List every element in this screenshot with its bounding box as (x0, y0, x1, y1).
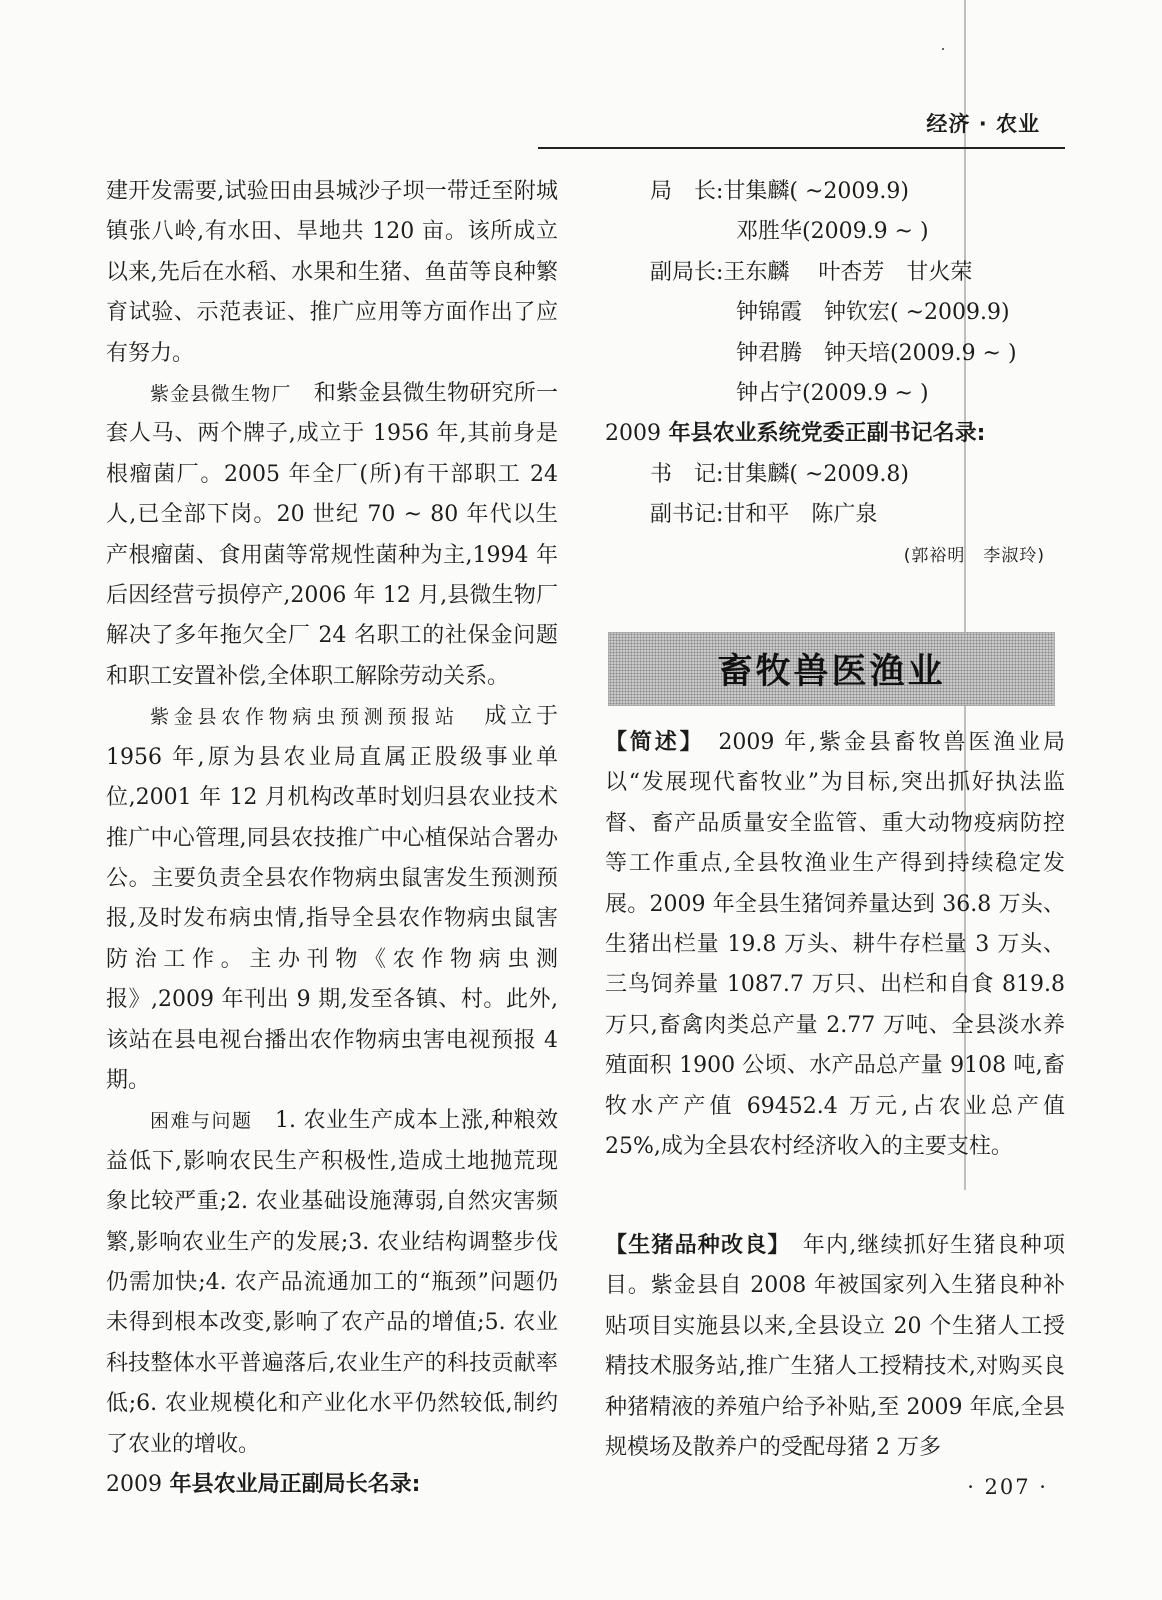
entry-body: 成立于 1956 年,原为县农业局直属正股级事业单位,2001 年 12 月机构改革时划归县农业技术推广中心管理,同县农技推广中心植保站合署办公。主要负责全县农作物病虫鼠害发生预测预报,及时发布病虫情,指导全县农作物病虫鼠害防治工作。主办刊物《农作物病虫测报》,2009 年刊出 9 期,发至各镇、村。此外,该站在县电视台播出农作物病虫害电视预报 4 期。 (106, 704, 558, 1093)
entry-lead: 紫金县农作物病虫预测预报站 (150, 706, 459, 729)
entry-tag: 【简述】 (605, 730, 694, 755)
roster-line: 邓胜华(2009.9 ~ ) (736, 219, 929, 245)
roster-line: 钟君腾 钟天培(2009.9 ~ ) (736, 340, 1017, 366)
entry-lead: 紫金县微生物厂 (150, 383, 292, 406)
entry-body: 年内,继续抓好生猪良种项目。紫金县自 2008 年被国家列入生猪良种补贴项目实施县以来,全县设立 20 个生猪人工授精技术服务站,推广生猪人工授精技术,对购买良种猪精液的养殖户给予补贴,至 2009 年底,全县规模场及散养户的受配母猪 2 万多 (605, 1233, 1065, 1461)
section-heading-banner (608, 632, 1055, 706)
paragraph-continued: 建开发需要,试验田由县城沙子坝一带迁至附城镇张八岭,有水田、旱地共 120 亩。该所成立以来,先后在水稻、水果和生猪、鱼苗等良种繁育试验、示范表证、推广应用等方面作出了应有努力。 (106, 179, 558, 366)
entry-body: 和紫金县微生物研究所一套人马、两个牌子,成立于 1956 年,其前身是根瘤菌厂。2005 年全厂(所)有干部职工 24 人,已全部下岗。20 世纪 70 ~ 80 年代以生产根瘤菌、食用菌等常规性菌种为主,1994 年后因经营亏损停产,2006 年 12 月,县微生物厂解决了多年拖欠全厂 24 名职工的社保金问题和职工安置补偿,全体职工解除劳动关系。 (106, 381, 558, 689)
entry-body: 1. 农业生产成本上涨,种粮效益低下,影响农民生产积极性,造成土地抛荒现象比较严重;2. 农业基础设施薄弱,自然灾害频繁,影响农业生产的发展;3. 农业结构调整步伐仍需加快;4. 农产品流通加工的“瓶颈”问题仍未得到根本改变,影响了农产品的增值;5. 农业科技整体水平普遍落后,农业生产的科技贡献率低;6. 农业规模化和产业化水平仍然较低,制约了农业的增收。 (106, 1108, 558, 1457)
roster-line: 书 记:甘集麟( ~2009.8) (650, 461, 909, 487)
paragraph-problems (106, 1101, 558, 1465)
paragraph-microbe-factory (106, 374, 558, 697)
header-rule (538, 147, 1065, 149)
entry-lead: 困难与问题 (150, 1110, 253, 1133)
entry-body: 2009 年,紫金县畜牧兽医渔业局以“发展现代畜牧业”为目标,突出抓好执法监督、畜产品质量安全监管、重大动物疫病防控等工作重点,全县牧渔业生产得到持续稳定发展。2009 年全县生猪饲养量达到 36.8 万头、生猪出栏量 19.8 万头、耕牛存栏量 3 万头、三鸟饲养量 1087.7 万只、出栏和自食 819.8 万只,畜禽肉类总产量 2.77 万吨、全县淡水养殖面积 1900 公顷、水产品总产量 9108 吨,畜牧水产产值 69452.4 万元,占农业总产值 25%,成为全县农村经济收入的主要支柱。 (605, 730, 1065, 1160)
roster-line: 副局长:王东麟 叶杏芳 甘火荣 (650, 259, 973, 285)
section-heading: 畜牧兽医渔业 (717, 652, 946, 692)
pig-breeding-paragraph (605, 1226, 1065, 1468)
page-number: · 207 · (967, 1475, 1048, 1499)
scan-speck (942, 48, 944, 50)
running-header: 经济 · 农业 (926, 112, 1040, 136)
left-column (106, 172, 558, 1505)
summary-paragraph (605, 723, 1065, 1167)
roster-line: 钟占宁(2009.9 ~ ) (736, 381, 929, 407)
right-column-roster (605, 172, 1065, 576)
roster-line: 副书记:甘和平 陈广泉 (650, 502, 878, 528)
entry-tag: 【生猪品种改良】 (605, 1233, 780, 1258)
roster-title: 2009 年县农业系统党委正副书记名录: (605, 421, 986, 447)
author-credit: (郭裕明 李淑玲) (903, 545, 1045, 566)
paragraph-pest-station (106, 697, 558, 1101)
roster-title: 2009 年县农业局正副局长名录: (106, 1472, 421, 1497)
roster-line: 局 长:甘集麟( ~2009.9) (650, 179, 909, 204)
roster-line: 钟锦霞 钟钦宏( ~2009.9) (736, 300, 1010, 326)
